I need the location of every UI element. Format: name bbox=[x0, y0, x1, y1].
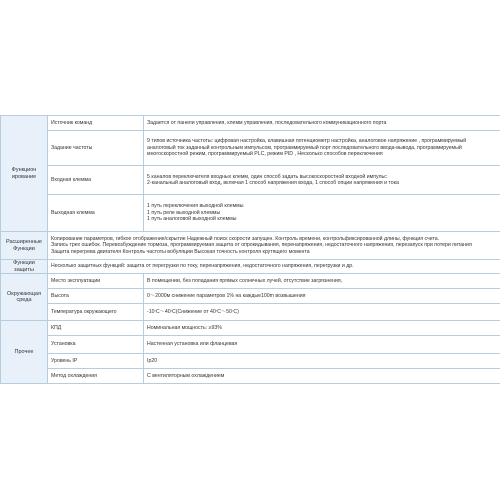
category-environment-line-2: среда bbox=[16, 297, 32, 303]
temp-degree-1: ° bbox=[154, 309, 156, 314]
spec-row-location bbox=[1, 274, 500, 289]
spec-row-ip-level bbox=[1, 354, 500, 369]
value-efficiency: Номинальная мощность: ≥93% bbox=[144, 321, 500, 336]
category-extended-line-2: Функции bbox=[13, 245, 35, 252]
value-extended-line-2: Запись трех ошибок. Перевозбуждение тормоза, программируемая защита от опрокидывания, перенапряжения, недостаточного напряжения, перезапуск при потери питания bbox=[51, 242, 472, 249]
value-frequency-line-2: аналоговый ток заданный контрольным импульсом, программируемый порт последовательного ввода-вывода, программируемый bbox=[147, 144, 462, 151]
label-installation: Установка bbox=[48, 336, 144, 354]
category-extended bbox=[1, 232, 48, 260]
value-protection bbox=[48, 260, 500, 274]
temp-part-5: C) bbox=[233, 308, 239, 315]
value-altitude: 0～2000м снижение параметров 1% на каждые100m возвышения bbox=[144, 289, 500, 304]
category-function bbox=[1, 116, 48, 232]
category-function-line-1: Функцион bbox=[11, 167, 37, 174]
category-extended-line-1: Расширенные bbox=[6, 239, 42, 246]
label-command-source: Источник команд bbox=[48, 116, 144, 131]
specification-table bbox=[0, 115, 500, 384]
category-protection bbox=[1, 260, 48, 274]
value-location: В помещении, без попадания прямых солнечных лучей, отсутствие загрязнения, bbox=[144, 274, 500, 289]
value-protection-line-1: Несколько защитных функций: защита от перегрузки по току, перенапряжения, недостаточного напряжения, перегрузки и др. bbox=[51, 263, 354, 270]
label-temperature: Температура окружающего bbox=[48, 304, 144, 321]
label-input-terminal: Входная клемма bbox=[48, 166, 144, 195]
category-protection-line-1: Функции bbox=[13, 260, 35, 267]
spec-row-input-terminal bbox=[1, 166, 500, 195]
label-cooling: Метод охлаждения bbox=[48, 369, 144, 384]
category-environment-line-1: Окружающая bbox=[7, 290, 41, 297]
spec-row-altitude bbox=[1, 289, 500, 304]
label-altitude: Высота bbox=[48, 289, 144, 304]
value-ip-level: Ip20 bbox=[144, 354, 500, 369]
value-temperature bbox=[144, 304, 500, 321]
temp-part-4: C～50 bbox=[217, 308, 232, 315]
spec-row-output-terminal bbox=[1, 195, 500, 232]
value-extended-line-1: Копирование параметров, гибкое отображение/скрытие Надежный поиск скорости запущен. Контроль времени, контрольфиксированной длины, функция счета. bbox=[51, 235, 440, 242]
spec-row-protection bbox=[1, 260, 500, 274]
category-function-line-2: ирование bbox=[11, 173, 37, 180]
label-ip-level: Уровень IP bbox=[48, 354, 144, 369]
spec-row-extended bbox=[1, 232, 500, 260]
value-output-line-2: 1 путь реле выходной клеммы bbox=[147, 209, 221, 216]
spec-row-installation bbox=[1, 336, 500, 354]
temp-degree-3: ° bbox=[215, 309, 218, 314]
value-command-source-line-1: Задается от панели управления, клемм управления, последовательного коммуникационного порта bbox=[147, 119, 387, 126]
value-output-line-3: 1 путь аналоговой выходной клеммы bbox=[147, 216, 237, 223]
category-protection-line-2: защиты bbox=[14, 266, 34, 273]
spec-row-temperature bbox=[1, 304, 500, 321]
value-output-line-1: 1 путь переключения выходной клеммы bbox=[147, 203, 244, 210]
category-environment bbox=[1, 274, 48, 321]
label-frequency-setting: Задание частоты bbox=[48, 131, 144, 166]
value-input-line-1: 5 каналов переключателя входных клемм, один способ задать высокоскоростной входной импульс bbox=[147, 173, 387, 180]
temp-part-2: C～40 bbox=[155, 308, 171, 315]
value-cooling: С вентиляторным охлаждением bbox=[144, 369, 500, 384]
label-output-terminal: Выходная клемма bbox=[48, 195, 144, 232]
label-efficiency: КПД bbox=[48, 321, 144, 336]
value-frequency-setting bbox=[144, 131, 500, 166]
value-command-source bbox=[144, 116, 500, 131]
temp-degree-4: ° bbox=[231, 309, 234, 314]
value-frequency-line-1: 9 типов источника частоты: цифровая настройка, клавишная потенциометр настройка, аналоговое напряжение , программируемый bbox=[147, 138, 467, 145]
spec-row-cooling bbox=[1, 369, 500, 384]
value-input-terminal bbox=[144, 166, 500, 195]
spec-row-efficiency bbox=[1, 321, 500, 336]
value-extended bbox=[48, 232, 500, 260]
spec-row-frequency-setting bbox=[1, 131, 500, 166]
temp-part-1: -10 bbox=[147, 308, 155, 315]
value-input-line-2: 2-канальный аналоговый вход, включая 1 способ напряжения входа, 1 способ опции напряжения и тока bbox=[147, 180, 399, 186]
value-installation: Настенная установка или фланцевая bbox=[144, 336, 500, 354]
temp-degree-2: ° bbox=[170, 309, 173, 314]
value-extended-line-3: Защита перегрева двигателя Контроль частоты вобуляции Высокая точность контроля крутящего момента bbox=[51, 248, 310, 255]
category-other: Прочее bbox=[1, 321, 48, 384]
value-frequency-line-3: многоскоростной режим, программируемый PLC, режим PID , Несколько способов переключения bbox=[147, 151, 383, 158]
spec-row-command-source bbox=[1, 116, 500, 131]
label-location: Место эксплуатации bbox=[48, 274, 144, 289]
value-output-terminal bbox=[144, 195, 500, 232]
temp-part-3: C(Снижение от 40 bbox=[172, 308, 216, 315]
